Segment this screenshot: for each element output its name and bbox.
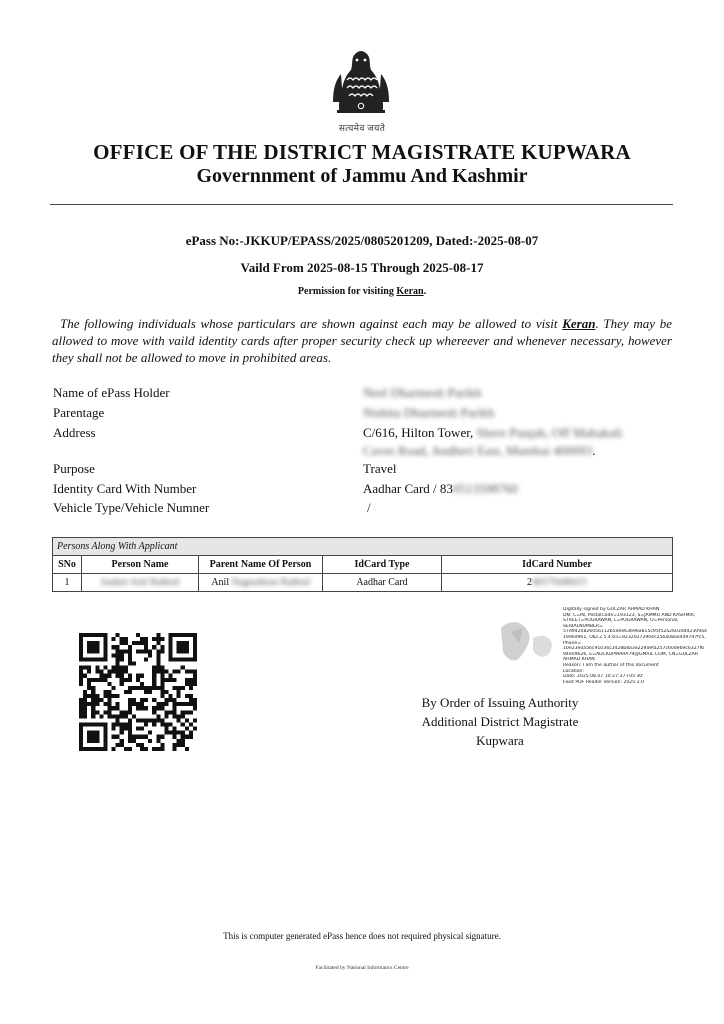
holder-value: Neel Dharmesh Parikh	[363, 385, 482, 400]
parentage-value: Nishita Dharmesh Parikh	[363, 405, 495, 420]
signature-line: 57d9420826056112b5e0e63696a815c95f52a2603d4d2309a4	[563, 629, 707, 635]
signature-line: Digitally signed by GULZAR AHMAD KHAN	[563, 607, 660, 612]
signature-line: AHMAD KHAN	[563, 657, 595, 663]
address-end: .	[592, 443, 596, 458]
signature-line: Phone=	[563, 640, 582, 646]
address-visible: C/616, Hilton Tower,	[363, 425, 477, 440]
intro-paragraph	[52, 315, 672, 366]
issuing-authority-block	[400, 693, 600, 750]
facilitated-by: Facilitated by National Informatics Centre	[315, 965, 409, 971]
signature-line: Location:	[563, 668, 584, 674]
address-hidden-2: Caves Road, Andheri East, Mumbai 400093	[363, 443, 593, 458]
permission-line	[0, 286, 724, 297]
office-title: OFFICE OF THE DISTRICT MAGISTRATE KUPWARA	[93, 140, 631, 164]
address-hidden-1: Shere Punjab, Off Mahakali	[476, 425, 623, 440]
table-row	[53, 574, 673, 592]
national-emblem-icon	[327, 36, 395, 122]
row-parent-name	[199, 574, 323, 592]
permission-suffix: .	[423, 286, 427, 297]
column-header-parent-name: Parent Name Of Person	[199, 556, 323, 574]
row-person-name: Sanket Anil Rathod	[82, 574, 199, 592]
order-line-1: By Order of Issuing Authority	[421, 695, 579, 710]
signature-line: 19ded961, OID.2.5.4.65=9232027290ec25ba08ae4497d7fc5,	[563, 634, 706, 640]
qr-code-icon	[79, 632, 197, 752]
parent-visible: Anil	[211, 577, 230, 588]
permission-place: Keran	[396, 286, 424, 297]
idcard-hidden: 0513598760	[452, 481, 518, 496]
column-header-idcard-number: IdCard Number	[442, 556, 673, 574]
vehicle-value: /	[367, 500, 371, 515]
address-label: Address	[53, 425, 96, 440]
signature-line: Foxit PDF Reader Version: 2025.1.0	[563, 679, 644, 685]
table-header-row	[53, 556, 673, 574]
order-line-3: Kupwara	[476, 733, 524, 748]
idcard-label: Identity Card With Number	[53, 481, 197, 496]
table-caption: Persons Along With Applicant	[53, 538, 673, 556]
row-idcard-number	[442, 574, 673, 592]
epass-number: ePass No:-JKKUP/EPASS/2025/0805201209, Dated:-2025-08-07	[185, 233, 539, 248]
intro-text-before: The following individuals whose particulars are shown against each may be allowed to visit	[60, 316, 563, 331]
address-line-2	[363, 443, 596, 459]
purpose-label: Purpose	[53, 461, 95, 476]
idcard-value	[363, 481, 518, 497]
emblem-motto: सत्यमेव जयते	[338, 123, 386, 133]
parentage-label: Parentage	[53, 405, 105, 420]
idnumber-visible: 2	[527, 577, 532, 588]
intro-place: Keran	[562, 316, 596, 331]
intro-text-after: . They may be allowed to move with vaild identity cards after proper security check up whereever and whenever necessary, however they shall not be allowed to move in prohibited areas.	[52, 316, 672, 365]
signature-line: 94e09626, E=ADCKUPWARA79@GMAIL.COM, CN=GULZAR	[563, 651, 699, 657]
idnumber-hidden: 46579448415	[532, 577, 587, 588]
table-caption-row	[53, 538, 673, 556]
signature-line: Reason: I am the author of this document	[563, 662, 659, 668]
signature-line: STREET=POGRAWAN, L=POGRAWAN, O=Personal,	[563, 618, 679, 624]
permission-prefix: Permission for visiting	[297, 286, 397, 297]
holder-label: Name of ePass Holder	[53, 385, 170, 400]
footer-note: This is computer generated ePass hence does not required physical signature.	[223, 931, 501, 941]
column-header-sno: SNo	[53, 556, 82, 574]
order-line-2: Additional District Magistrate	[421, 714, 579, 729]
row-sno: 1	[53, 574, 82, 592]
parent-hidden: Nagnathrao Rathod	[229, 577, 310, 588]
persons-table	[52, 537, 673, 592]
header-divider	[50, 204, 673, 205]
vehicle-label: Vehicle Type/Vehicle Numner	[53, 500, 210, 515]
validity-period: Vaild From 2025-08-15 Through 2025-08-17	[240, 260, 484, 275]
column-header-idcard-type: IdCard Type	[323, 556, 442, 574]
idcard-visible: Aadhar Card / 83	[363, 481, 453, 496]
signature-line: SERIALNUMBER=	[563, 623, 603, 629]
digital-signature-details	[563, 607, 713, 685]
signature-line: DN: C=IN, PostalCode=193123, S=JAMMU AND KASHMIR,	[563, 612, 696, 618]
address-line-1	[363, 425, 622, 441]
column-header-person-name: Person Name	[82, 556, 199, 574]
signature-line: Date: 2025.08.07 10:27:37+05'30'	[563, 674, 644, 680]
purpose-value: Travel	[363, 461, 397, 476]
row-idcard-type: Aadhar Card	[323, 574, 442, 592]
government-title: Governnment of Jammu And Kashmir	[196, 165, 528, 187]
signature-line: 10e23e0a56c91034c3428b8a3e229a9fa257c60de69c6327f6	[563, 646, 705, 652]
